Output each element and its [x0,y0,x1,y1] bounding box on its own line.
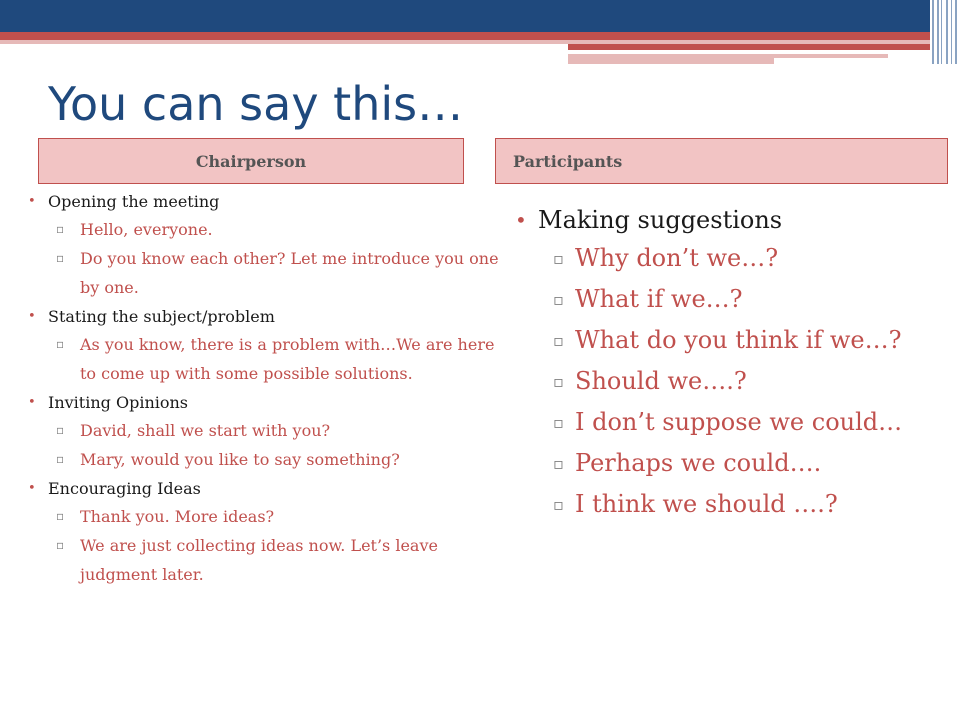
top-banner-navy [0,0,930,32]
section-heading [515,202,945,238]
slide-title: You can say this… [48,77,464,131]
square-bullet-icon: ▫ [553,331,564,350]
list-item [515,279,945,320]
list-item [26,445,506,474]
list-item-text: As you know, there is a problem with…We are here to come up with some possible solutions. [80,335,495,383]
section-heading-text: Making suggestions [538,206,783,234]
list-item-text: I don’t suppose we could… [575,408,903,436]
list-item-text: Thank you. More ideas? [80,507,275,526]
square-bullet-icon: ▫ [56,251,65,265]
corner-stripe [946,0,948,64]
list-item [515,484,945,525]
section-heading [26,390,506,416]
top-banner-red [0,32,930,40]
corner-stripe [955,0,957,64]
section-heading [26,189,506,215]
top-banner-pink-shorter [568,58,774,64]
list-item [26,531,506,589]
chairperson-header: Chairperson [38,138,464,184]
list-item [26,244,506,302]
list-item [26,416,506,445]
list-item-text: Perhaps we could…. [575,449,822,477]
square-bullet-icon: ▫ [56,509,65,523]
dot-bullet-icon: • [28,309,36,324]
list-item-text: David, shall we start with you? [80,421,331,440]
corner-stripe [937,0,939,64]
section-heading [26,304,506,330]
section-heading-text: Inviting Opinions [48,393,189,412]
square-bullet-icon: ▫ [553,495,564,514]
square-bullet-icon: ▫ [553,413,564,432]
list-item [515,238,945,279]
square-bullet-icon: ▫ [56,538,65,552]
section-heading-text: Opening the meeting [48,192,220,211]
corner-stripe [932,0,934,64]
dot-bullet-icon: • [28,194,36,209]
dot-bullet-icon: • [28,395,36,410]
list-item-text: Should we….? [575,367,747,395]
square-bullet-icon: ▫ [56,222,65,236]
section-heading-text: Encouraging Ideas [48,479,201,498]
chairperson-list [26,187,506,589]
corner-stripe [951,0,952,64]
list-item [515,361,945,402]
list-item-text: I think we should ….? [575,490,838,518]
list-item-text: Do you know each other? Let me introduce you one by one. [80,249,499,297]
section-heading [26,476,506,502]
section-heading-text: Stating the subject/problem [48,307,275,326]
list-item [26,330,506,388]
list-item [515,320,945,361]
dot-bullet-icon: • [515,208,527,232]
participants-header: Participants [495,138,948,184]
list-item-text: Mary, would you like to say something? [80,450,400,469]
square-bullet-icon: ▫ [553,372,564,391]
list-item [26,215,506,244]
square-bullet-icon: ▫ [553,249,564,268]
list-item [515,402,945,443]
list-item-text: We are just collecting ideas now. Let’s leave judgment later. [80,536,438,584]
square-bullet-icon: ▫ [56,452,65,466]
square-bullet-icon: ▫ [56,337,65,351]
dot-bullet-icon: • [28,481,36,496]
corner-stripe [941,0,942,64]
square-bullet-icon: ▫ [553,454,564,473]
square-bullet-icon: ▫ [553,290,564,309]
square-bullet-icon: ▫ [56,423,65,437]
list-item-text: Hello, everyone. [80,220,213,239]
list-item-text: What do you think if we…? [575,326,902,354]
list-item [26,502,506,531]
participants-list [515,202,945,525]
list-item-text: Why don’t we…? [575,244,779,272]
list-item [515,443,945,484]
list-item-text: What if we…? [575,285,743,313]
